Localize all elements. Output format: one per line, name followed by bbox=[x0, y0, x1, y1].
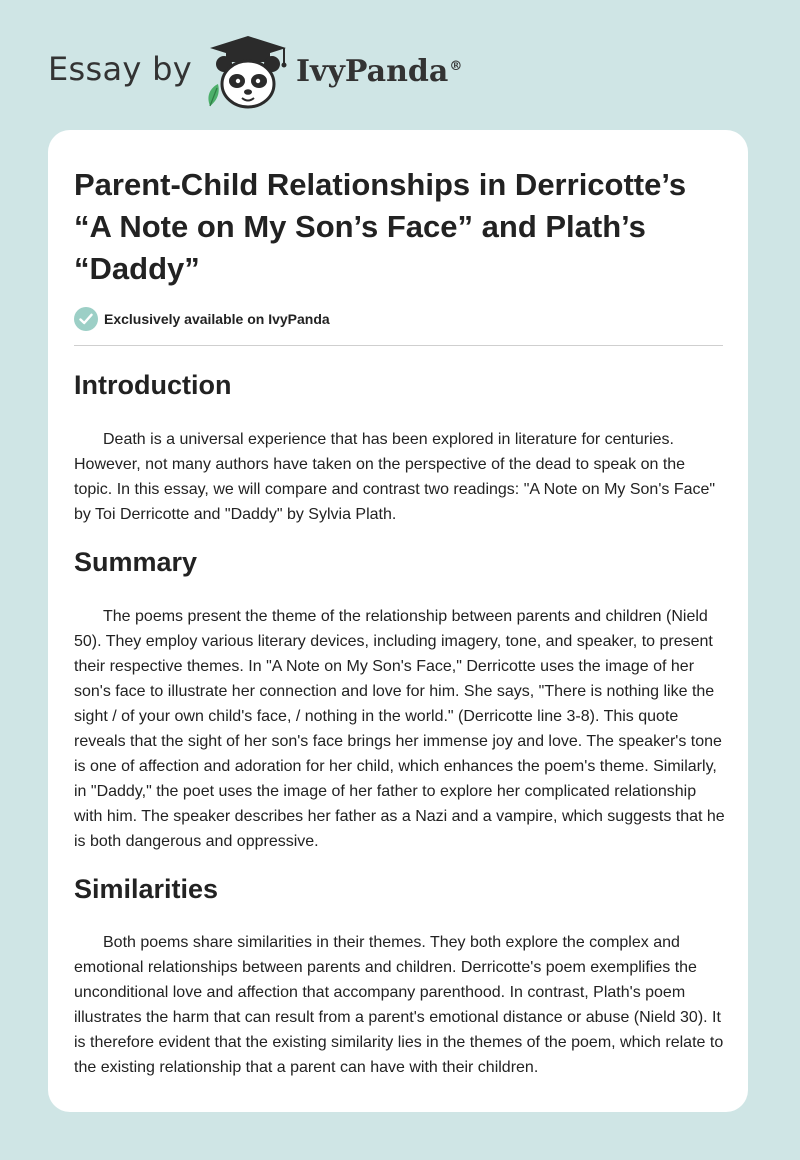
section-heading-summary: Summary bbox=[74, 547, 198, 577]
panda-logo-icon[interactable] bbox=[204, 34, 292, 112]
section-heading-similarities: Similarities bbox=[74, 874, 219, 904]
section-heading-introduction: Introduction bbox=[74, 370, 232, 400]
section-text-introduction: Death is a universal experience that has been explored in literature for centuries. However, not many authors have taken on the perspective of the dead to speak on the topic. In this essay, we will compare and contrast two readings: "A Note on My Son's Face" by Toi Derricotte and "Daddy" by Sylvia Plath. bbox=[74, 431, 716, 523]
section-text-summary: The poems present the theme of the relationship between parents and children (Nield 50). They employ various literary devices, including imagery, tone, and speaker, to present their respective themes. In "A Note on My Son's Face," Derricotte uses the image of her son's face to illustrate her connection and love for him. She says, "There is nothing like the sight / of your own child's face, / nothing in the world." (Derricotte line 3-8). This quote reveals that the sight of her son's face brings her immense joy and love. The speaker's tone is one of affection and adoration for her child, which enhances the poem's theme. Similarly, in "Daddy," the poet uses the image of her father to explore her complicated relationship with him. The speaker describes her father as a Nazi and a vampire, which suggests that he is both dangerous and oppressive. bbox=[74, 608, 725, 850]
site-header bbox=[48, 34, 508, 114]
exclusive-label: Exclusively available on IvyPanda bbox=[104, 311, 330, 327]
registered-mark: ® bbox=[449, 59, 463, 74]
title-divider bbox=[74, 345, 723, 346]
essay-by-label: Essay by bbox=[48, 50, 192, 88]
check-circle-icon bbox=[74, 307, 98, 331]
section-text-similarities: Both poems share similarities in their themes. They both explore the complex and emotional relationships between parents and children. Derricotte's poem exemplifies the unconditional love and affection that accompany parenthood. In contrast, Plath's poem illustrates the harm that can result from a parent's emotional distance or abuse (Nield 30). It is therefore evident that the existing similarity lies in the themes of the poem, which relate to the existing relationship that a parent can have with their children. bbox=[74, 934, 724, 1076]
exclusive-badge bbox=[74, 306, 330, 332]
essay-card bbox=[48, 130, 748, 1112]
essay-title: Parent-Child Relationships in Derricotte’s “A Note on My Son’s Face” and Plath’s “Daddy” bbox=[74, 167, 687, 286]
brand-name[interactable]: IvyPanda® bbox=[296, 54, 463, 89]
